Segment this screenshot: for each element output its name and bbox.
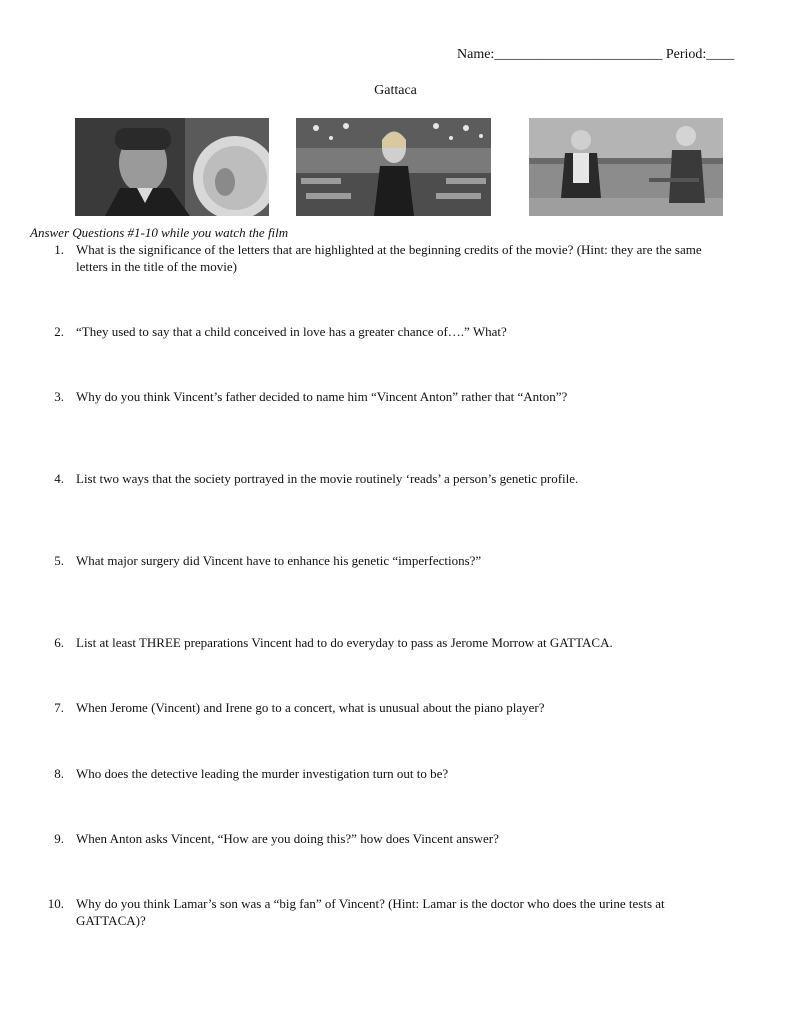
question-text: When Jerome (Vincent) and Irene go to a concert, what is unusual about the piano player? — [76, 700, 545, 715]
worksheet-title: Gattaca — [374, 83, 417, 98]
question-number: 8. — [54, 766, 64, 781]
question-number: 10. — [47, 896, 64, 911]
question-number: 1. — [54, 242, 64, 257]
name-period-line: Name:________________________ Period:____ — [457, 47, 735, 62]
question-text: “They used to say that a child conceived in love has a greater chance of….” What? — [76, 324, 507, 339]
film-still-seated-couple-icon — [529, 118, 723, 216]
question-number: 2. — [54, 324, 64, 339]
film-still-man-profile-icon — [75, 118, 269, 216]
question-number: 6. — [54, 635, 64, 650]
question-text: List two ways that the society portrayed in the movie routinely ‘reads’ a person’s genetic profile. — [76, 471, 579, 486]
film-still-2 — [296, 118, 491, 216]
film-still-office-woman-icon — [296, 118, 491, 216]
question-text: Why do you think Vincent’s father decided to name him “Vincent Anton” rather that “Anton”? — [76, 389, 568, 404]
question-number: 3. — [54, 389, 64, 404]
question-number: 5. — [54, 553, 64, 568]
film-still-1 — [75, 118, 269, 216]
question-text: When Anton asks Vincent, “How are you doing this?” how does Vincent answer? — [76, 831, 499, 846]
question-number: 9. — [54, 831, 64, 846]
instructions: Answer Questions #1-10 while you watch the film — [30, 225, 289, 240]
question-number: 4. — [54, 471, 64, 486]
question-text: List at least THREE preparations Vincent had to do everyday to pass as Jerome Morrow at GATTACA. — [76, 635, 613, 650]
question-text: Why do you think Lamar’s son was a “big fan” of Vincent? (Hint: Lamar is the doctor who does the urine tests at GATTACA)? — [76, 896, 665, 928]
film-still-3 — [529, 118, 723, 216]
question-text: Who does the detective leading the murder investigation turn out to be? — [76, 766, 449, 781]
question-text: What is the significance of the letters that are highlighted at the beginning credits of the movie? (Hint: they are the same letters in the title of the movie) — [76, 242, 702, 274]
question-text: What major surgery did Vincent have to enhance his genetic “imperfections?” — [76, 553, 482, 568]
question-number: 7. — [54, 700, 64, 715]
